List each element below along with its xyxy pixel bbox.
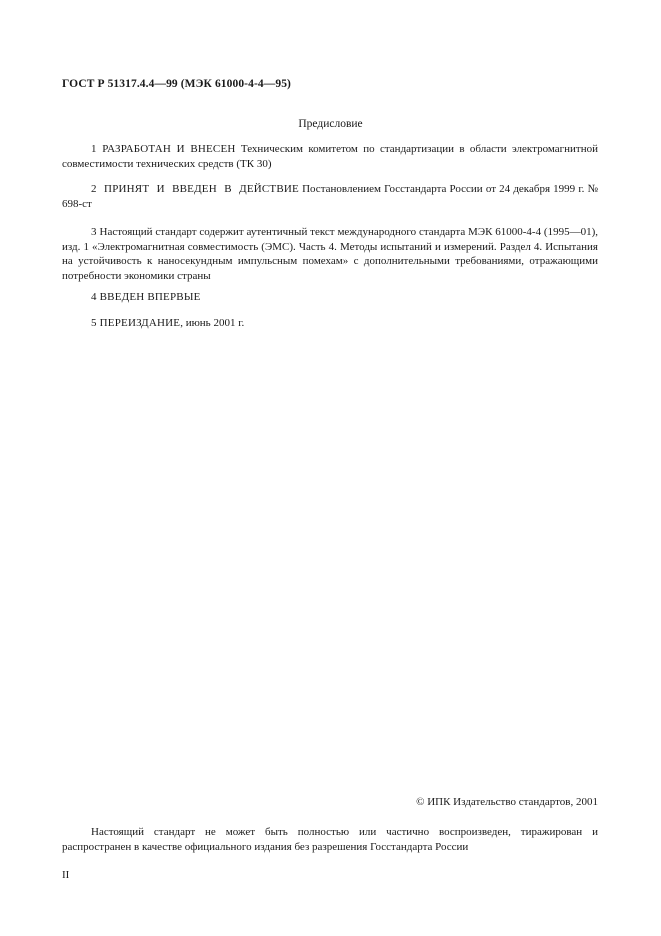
paragraph-text: Постановлением Госстандарта России от 24 декабря 1999 г. № 698-ст	[62, 183, 598, 210]
paragraph-developed	[62, 142, 598, 171]
document-header: ГОСТ Р 51317.4.4—99 (МЭК 61000-4-4—95)	[62, 78, 291, 90]
paragraph-lead: 3	[91, 226, 97, 238]
paragraph-reissue	[62, 316, 598, 331]
reproduction-notice: Настоящий стандарт не может быть полностью или частично воспроизведен, тиражирован и распространен в качестве официального издания без разрешения Госстандарта России	[62, 826, 598, 853]
paragraph-content	[62, 225, 598, 283]
paragraph-lead: 5 ПЕРЕИЗДАНИЕ	[91, 317, 181, 329]
copyright-line: © ИПК Издательство стандартов, 2001	[416, 796, 598, 808]
section-title: Предисловие	[298, 118, 363, 130]
paragraph-lead: 4 ВВЕДЕН ВПЕРВЫЕ	[91, 291, 201, 303]
paragraph-lead: 1 РАЗРАБОТАН И ВНЕСЕН	[91, 143, 236, 155]
page-number: II	[62, 869, 70, 881]
paragraph-text: Техническим комитетом по стандартизации в области электромагнитной совместимости технических средств (ТК 30)	[62, 143, 598, 170]
paragraph-text: Настоящий стандарт содержит аутентичный текст международного стандарта МЭК 61000-4-4 (1995—01), изд. 1 «Электромагнитная совместимость (ЭМС). Часть 4. Методы испытаний и измерений. Раздел 4. Испытания на устойчивость к наносекундным импульсным помехам» с дополнительными требованиями, отражающими потребности экономики страны	[62, 226, 598, 282]
paragraph-lead: 2 ПРИНЯТ И ВВЕДЕН В ДЕЙСТВИЕ	[91, 183, 299, 195]
paragraph-text: , июнь 2001 г.	[180, 317, 245, 329]
paragraph-first-introduced	[62, 290, 598, 305]
paragraph-adopted	[62, 182, 598, 211]
